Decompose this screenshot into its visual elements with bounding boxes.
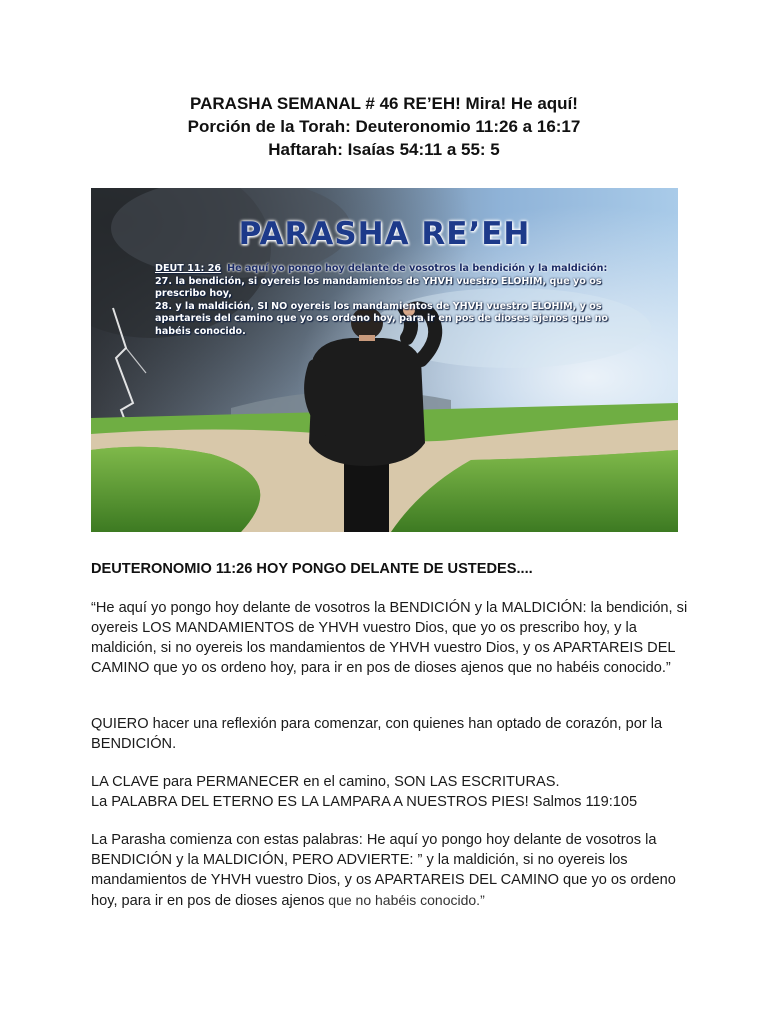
document-header [0,92,768,161]
paragraph-key-line-2: La PALABRA DEL ETERNO ES LA LAMPARA A NUESTROS PIES! Salmos 119:105 [91,794,638,810]
title-line-2: Porción de la Torah: Deuteronomio 11:26 a 16:17 [187,117,581,136]
paragraph-quote: “He aquí yo pongo hoy delante de vosotros la BENDICIÓN y la MALDICIÓN: la bendición, si oyereis LOS MANDAMIENTOS de YHVH vuestro Dios, que yo os prescribo hoy, y la maldición, si no oyereis los mandamientos de YHVH vuestro Dios, y os APARTAREIS DEL CAMINO que yo os ordeno hoy, para ir en pos de dioses ajenos que no habéis conocido.” [91,600,688,676]
verse-line-1: He aquí yo pongo hoy delante de vosotros la bendición y la maldición: [227,263,608,274]
paragraph-parasha-main: La Parasha comienza con estas palabras: He aquí yo pongo hoy delante de vosotros la BENDICIÓN y la MALDICIÓN, PERO ADVIERTE: ” y la maldición, si no oyereis los mandamientos de YHVH vuestro Dios, y os APARTAREIS DEL CAMINO que yo os ordeno hoy, para ir en pos de dioses ajenos [91,832,676,909]
parasha-banner-image [91,188,678,532]
verse-line-3: 28. y la maldición, SI NO oyereis los mandamientos de YHVH vuestro ELOHIM, y os apartareis del camino que yo os ordeno hoy, para ir en pos de dioses ajenos que no habéis conocido. [155,300,608,337]
paragraph-parasha [91,830,691,911]
paragraph-key-line-1: LA CLAVE para PERMANECER en el camino, SON LAS ESCRITURAS. [91,774,560,790]
banner-verse [155,263,625,338]
title-line-1: PARASHA SEMANAL # 46 RE’EH! Mira! He aquí! [190,94,578,113]
verse-reference: DEUT 11: 26 [155,263,222,274]
paragraph-reflection: QUIERO hacer una reflexión para comenzar, con quienes han optado de corazón, por la BENDICIÓN. [91,716,663,752]
paragraph-parasha-end: que no habéis conocido.” [324,892,485,908]
banner-title: PARASHA RE’EH [238,216,531,252]
verse-line-2: 27. la bendición, si oyereis los mandamientos de YHVH vuestro ELOHIM, que yo os prescribo hoy, [155,275,602,299]
title-line-3: Haftarah: Isaías 54:11 a 55: 5 [268,140,500,159]
paragraph-key [91,772,691,812]
section-heading: DEUTERONOMIO 11:26 HOY PONGO DELANTE DE USTEDES.... [91,561,533,577]
